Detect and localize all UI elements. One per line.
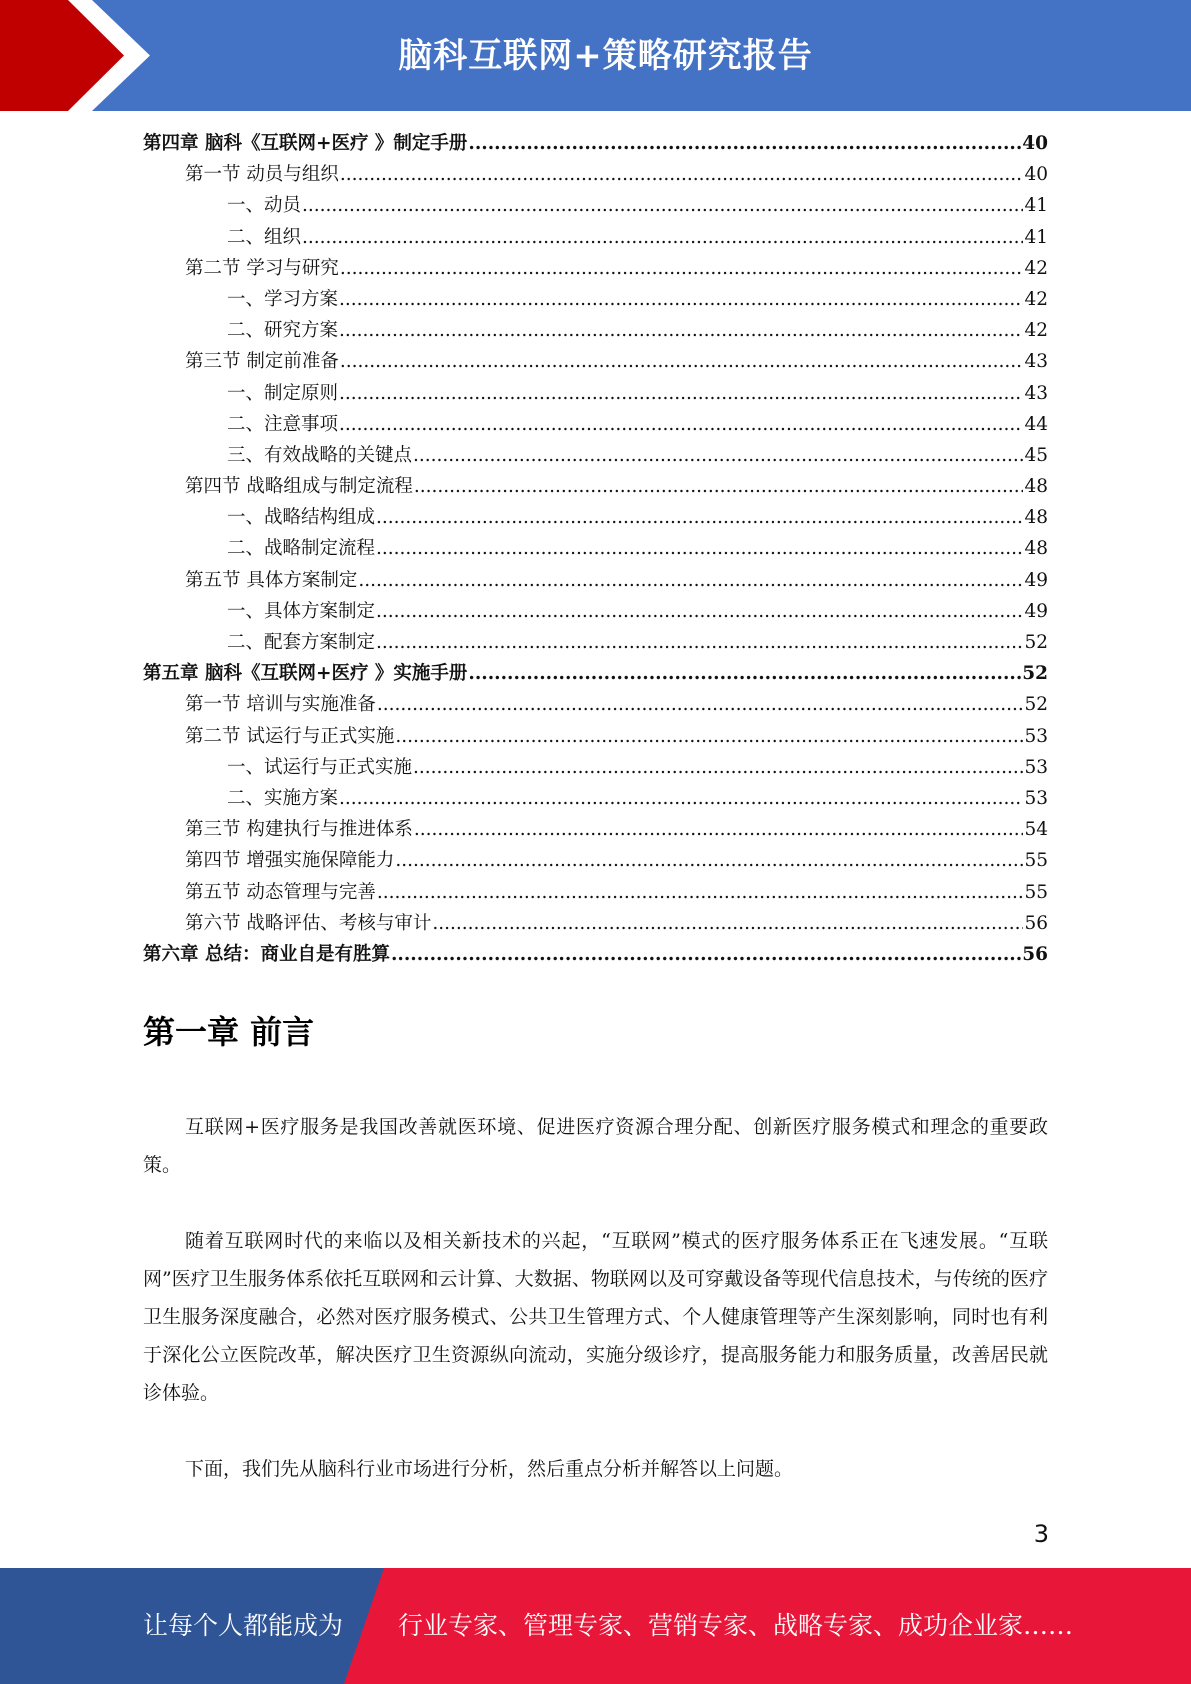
toc-entry-label: 第六节 战略评估、考核与审计 [185,912,432,934]
toc-entry-page: 56 [1022,943,1048,965]
toc-entry-page: 44 [1024,413,1048,435]
toc-dot-leader [358,565,1023,596]
toc-entry-page: 43 [1024,382,1048,404]
toc-dot-leader [302,222,1023,253]
toc-entry-label: 第五节 动态管理与完善 [185,881,376,903]
toc-entry[interactable] [143,159,1048,190]
toc-dot-leader [432,908,1023,939]
toc-entry[interactable] [143,222,1048,253]
toc-dot-leader [339,783,1023,814]
toc-entry-label: 第六章 总结：商业自是有胜算 [143,943,390,965]
toc-entry[interactable] [143,378,1048,409]
toc-dot-leader [377,689,1024,720]
toc-entry[interactable] [143,939,1048,970]
toc-entry[interactable] [143,814,1048,845]
toc-entry-label: 第三节 制定前准备 [185,351,339,373]
toc-entry-label: 三、有效战略的关键点 [227,444,413,466]
toc-entry[interactable] [143,190,1048,221]
toc-dot-leader [377,877,1024,908]
toc-entry-page: 43 [1024,351,1048,373]
toc-entry-label: 二、研究方案 [227,320,339,342]
toc-entry-page: 52 [1024,694,1048,716]
toc-entry[interactable] [143,440,1048,471]
toc-entry[interactable] [143,565,1048,596]
toc-entry-page: 53 [1024,787,1048,809]
toc-entry-page: 49 [1024,569,1048,591]
toc-entry-page: 48 [1024,538,1048,560]
toc-entry-label: 一、战略结构组成 [227,507,376,529]
toc-entry-page: 52 [1022,663,1048,685]
toc-entry-label: 二、实施方案 [227,787,339,809]
toc-entry-page: 48 [1024,507,1048,529]
footer-slogan-right: 行业专家、管理专家、营销专家、战略专家、成功企业家…… [398,1611,1074,1640]
toc-entry-page: 49 [1024,600,1048,622]
toc-entry-label: 一、学习方案 [227,288,339,310]
toc-entry[interactable] [143,284,1048,315]
toc-entry-page: 45 [1024,444,1048,466]
toc-dot-leader [376,627,1023,658]
toc-entry-label: 第五章 脑科《互联网+医疗 》实施手册 [143,663,468,685]
toc-entry[interactable] [143,253,1048,284]
page-number: 3 [1033,1520,1049,1548]
toc-entry[interactable] [143,315,1048,346]
toc-dot-leader [339,284,1023,315]
toc-entry-label: 二、配套方案制定 [227,632,376,653]
toc-entry-page: 41 [1024,195,1048,217]
toc-entry-label: 第五节 具体方案制定 [185,569,358,591]
body-paragraph: 下面，我们先从脑科行业市场进行分析，然后重点分析并解答以上问题。 [185,1458,794,1480]
toc-entry-label: 第二节 试运行与正式实施 [185,725,395,747]
toc-entry-label: 二、战略制定流程 [227,538,376,560]
toc-entry[interactable] [143,471,1048,502]
body-paragraph: 互联网+医疗服务是我国改善就医环境、促进医疗资源合理分配、创新医疗服务模式和理念的重要政策。 [143,1116,1048,1176]
toc-entry[interactable] [143,658,1048,689]
toc-dot-leader [339,409,1023,440]
toc-entry[interactable] [143,689,1048,720]
toc-entry[interactable] [143,533,1048,564]
toc-entry-page: 42 [1024,288,1048,310]
toc-entry-label: 第一节 培训与实施准备 [185,694,376,716]
toc-dot-leader [395,845,1023,876]
toc-entry-page: 53 [1024,725,1048,747]
toc-entry-page: 48 [1024,476,1048,498]
page-footer [0,1568,1191,1684]
toc-entry[interactable] [143,783,1048,814]
toc-entry[interactable] [143,721,1048,752]
header-title: 脑科互联网+策略研究报告 [398,36,813,76]
chapter-heading: 第一章 前言 [143,1013,315,1051]
toc-dot-leader [468,658,1021,689]
toc-dot-leader [395,721,1023,752]
toc-entry[interactable] [143,502,1048,533]
toc-dot-leader [339,315,1023,346]
toc-entry-label: 第四节 增强实施保障能力 [185,850,395,872]
toc-entry-label: 第四节 战略组成与制定流程 [185,476,413,498]
toc-dot-leader [391,939,1021,970]
toc-entry[interactable] [143,877,1048,908]
toc-entry-page: 42 [1024,257,1048,279]
toc-dot-leader [376,533,1023,564]
toc-entry-page: 52 [1024,632,1048,653]
page-header [0,0,1191,111]
toc-entry[interactable] [143,627,1048,658]
toc-entry-label: 一、试运行与正式实施 [227,756,413,778]
footer-slogan-left: 让每个人都能成为 [143,1611,344,1640]
toc-dot-leader [413,440,1023,471]
toc-dot-leader [468,128,1021,159]
toc-entry-page: 56 [1024,912,1048,934]
toc-entry-label: 一、具体方案制定 [227,600,376,622]
toc-entry-label: 一、制定原则 [227,382,339,404]
toc-dot-leader [376,502,1023,533]
toc-entry-page: 54 [1024,819,1048,841]
toc-entry-page: 42 [1024,320,1048,342]
toc-dot-leader [376,596,1023,627]
table-of-contents [143,128,1048,970]
toc-entry[interactable] [143,908,1048,939]
toc-entry-label: 二、注意事项 [227,413,339,435]
toc-entry-page: 55 [1024,881,1048,903]
toc-dot-leader [414,471,1024,502]
toc-entry-label: 第一节 动员与组织 [185,164,339,186]
toc-entry-page: 55 [1024,850,1048,872]
toc-entry[interactable] [143,128,1048,159]
toc-dot-leader [340,159,1024,190]
toc-entry-page: 41 [1024,226,1048,248]
toc-entry-label: 第四章 脑科《互联网+医疗 》制定手册 [143,133,468,154]
toc-dot-leader [414,814,1024,845]
toc-entry[interactable] [143,346,1048,377]
toc-entry[interactable] [143,409,1048,440]
toc-entry-label: 二、组织 [227,226,302,248]
toc-entry[interactable] [143,596,1048,627]
toc-entry-label: 第二节 学习与研究 [185,257,339,279]
toc-entry-page: 53 [1024,756,1048,778]
toc-dot-leader [340,346,1024,377]
toc-entry-page: 40 [1022,133,1048,154]
toc-entry-label: 一、动员 [227,195,302,217]
toc-entry-page: 40 [1024,164,1048,186]
toc-entry-label: 第三节 构建执行与推进体系 [185,819,413,841]
toc-dot-leader [340,253,1024,284]
toc-entry[interactable] [143,845,1048,876]
toc-dot-leader [302,190,1023,221]
toc-entry[interactable] [143,752,1048,783]
toc-dot-leader [413,752,1023,783]
body-paragraph: 随着互联网时代的来临以及相关新技术的兴起，“互联网”模式的医疗服务体系正在飞速发展。“互联网”医疗卫生服务体系依托互联网和云计算、大数据、物联网以及可穿戴设备等现代信息技术，与传统的医疗卫生服务深度融合，必然对医疗服务模式、公共卫生管理方式、个人健康管理等产生深刻影响，同时也有利于深化公立医院改革，解决医疗卫生资源纵向流动，实施分级诊疗，提高服务能力和服务质量，改善居民就诊体验。 [143,1230,1048,1404]
toc-dot-leader [339,378,1023,409]
